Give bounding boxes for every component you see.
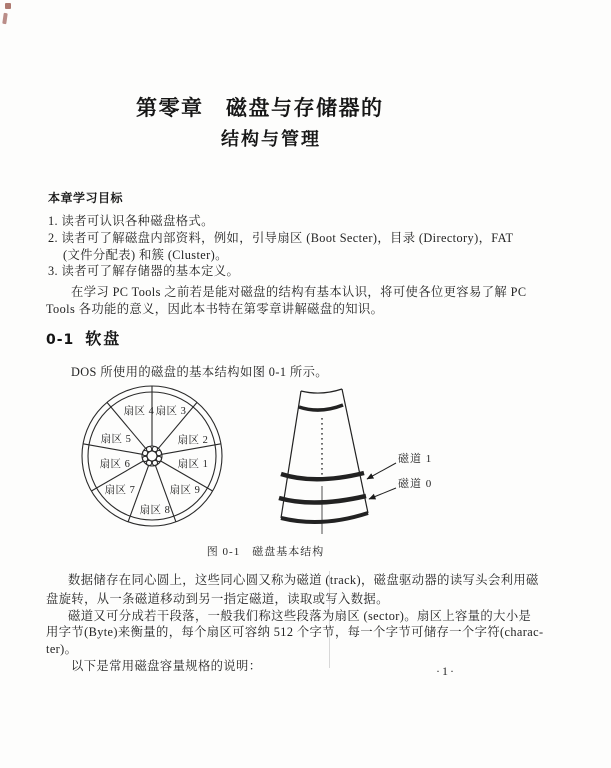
- lead-paragraph: DOS 所使用的磁盘的基本结构如图 0-1 所示。: [71, 365, 328, 379]
- scan-artifact-mark: [5, 3, 11, 9]
- sector-label: 扇区 5: [100, 434, 132, 445]
- intro-line: Tools 各功能的意义，因此本书特在第零章讲解磁盘的知识。: [46, 302, 384, 316]
- track-label: 磁道 1: [398, 453, 433, 465]
- sector-label: 扇区 9: [169, 485, 201, 496]
- body-line: 用字节(Byte)来衡量的，每个扇区可容纳 512 个字节，每一个字节可储存一个字符(charac-: [46, 625, 544, 639]
- disk-structure-figure: [40, 378, 520, 568]
- sector-label: 扇区 7: [104, 485, 136, 496]
- sector-label: 扇区 4: [123, 406, 155, 417]
- body-line: 数据储存在同心圆上，这些同心圆又称为磁道 (track)，磁盘驱动器的读写头会利用磁: [68, 573, 539, 587]
- track-band-0: [279, 496, 366, 503]
- spindle-hub: [142, 446, 162, 466]
- intro-line: 在学习 PC Tools 之前若是能对磁盘的结构有基本认识，将可使各位更容易了解 PC: [71, 285, 527, 299]
- sector-label: 扇区 3: [155, 406, 187, 417]
- objectives-heading: 本章学习目标: [48, 191, 124, 205]
- sector-label: 扇区 2: [177, 435, 209, 446]
- track-wedge-view: [279, 389, 396, 534]
- objective-item-continuation: (文件分配表) 和簇 (Cluster)。: [63, 248, 228, 262]
- chapter-title-line2: 结构与管理: [221, 129, 321, 150]
- figure-caption: 图 0-1 磁盘基本结构: [206, 546, 325, 558]
- objective-item: 3. 读者可了解存储器的基本定义。: [48, 264, 240, 278]
- section-number: 0-1: [46, 332, 75, 348]
- sector-label: 扇区 8: [139, 505, 171, 516]
- sector-divider-line: [83, 444, 142, 455]
- body-line: ter)。: [46, 642, 78, 656]
- chapter-title-line1: 第零章 磁盘与存储器的: [136, 96, 384, 120]
- track-band: [299, 405, 343, 410]
- page-number: ·1·: [436, 664, 456, 678]
- sector-label: 扇区 1: [177, 459, 209, 470]
- wedge-top-edge: [301, 389, 342, 393]
- wedge-bottom-edge: [281, 513, 368, 522]
- body-line: 磁道又可分成若干段落，一般我们称这些段落为扇区 (sector)。扇区上容量的大小是: [68, 609, 532, 623]
- body-line: 以下是常用磁盘容量规格的说明：: [71, 659, 262, 673]
- track-label: 磁道 0: [398, 478, 433, 490]
- scan-artifact-mark: [2, 13, 7, 24]
- track1-arrow: [367, 463, 396, 479]
- section-heading: [46, 326, 121, 349]
- objective-item: 2. 读者可了解磁盘内部资料，例如，引导扇区 (Boot Secter)，目录 (Directory)，FAT: [48, 231, 514, 245]
- section-title: 软盘: [85, 329, 122, 348]
- track0-arrow: [369, 488, 396, 499]
- objective-item: 1. 读者可认识各种磁盘格式。: [48, 214, 214, 228]
- sector-label: 扇区 6: [99, 459, 131, 470]
- body-line: 盘旋转，从一条磁道移动到另一指定磁道，读取或写入数据。: [46, 592, 389, 606]
